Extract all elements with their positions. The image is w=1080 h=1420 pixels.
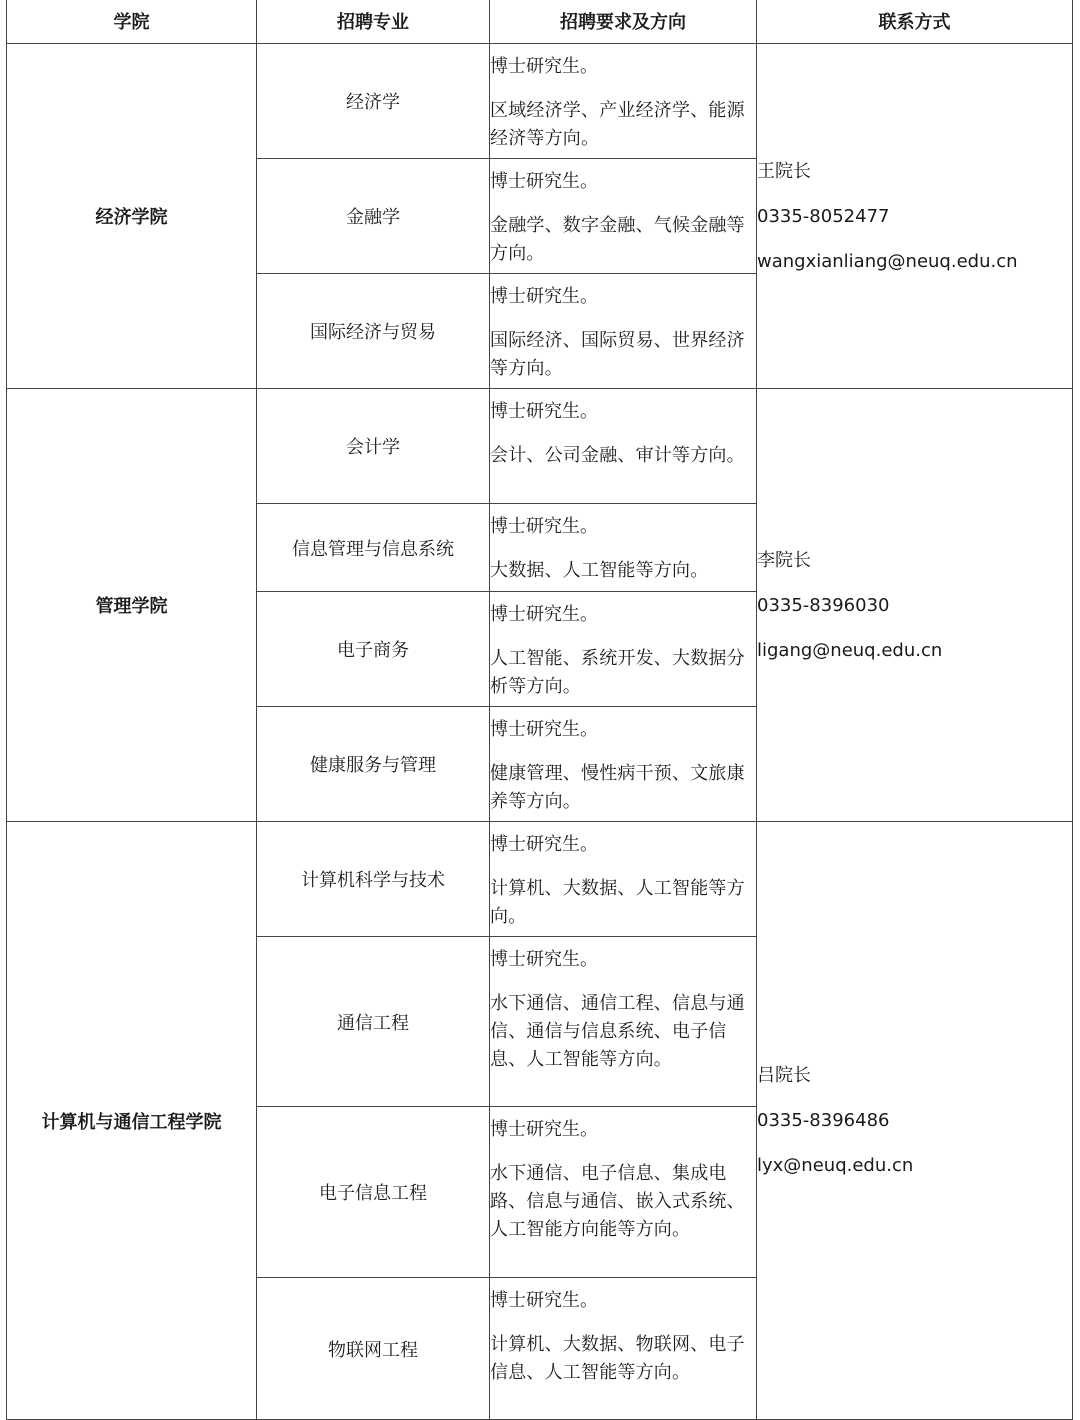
requirement-cell [490, 274, 757, 389]
direction-text: 计算机、大数据、物联网、电子信息、人工智能等方向。 [490, 1334, 745, 1383]
college-name: 管理学院 [7, 389, 257, 822]
requirement-cell [490, 44, 757, 159]
table-row [7, 389, 1073, 504]
degree-text: 博士研究生。 [490, 949, 598, 970]
contact-cell [757, 822, 1073, 1420]
contact-phone: 0335-8396030 [757, 594, 890, 616]
major-name: 国际经济与贸易 [257, 274, 490, 389]
degree-text: 博士研究生。 [490, 516, 598, 537]
major-name: 计算机科学与技术 [257, 822, 490, 937]
direction-text: 大数据、人工智能等方向。 [490, 560, 709, 581]
direction-text: 国际经济、国际贸易、世界经济等方向。 [490, 330, 745, 379]
requirement-cell [490, 159, 757, 274]
major-name: 经济学 [257, 44, 490, 159]
direction-text: 水下通信、电子信息、集成电路、信息与通信、嵌入式系统、人工智能方向能等方向。 [490, 1163, 745, 1240]
major-name: 信息管理与信息系统 [257, 504, 490, 592]
contact-phone: 0335-8396486 [757, 1110, 890, 1131]
degree-text: 博士研究生。 [490, 286, 598, 307]
header-major: 招聘专业 [257, 0, 490, 44]
degree-text: 博士研究生。 [490, 1119, 598, 1140]
major-name: 健康服务与管理 [257, 707, 490, 822]
requirement-cell [490, 1278, 757, 1420]
degree-text: 博士研究生。 [490, 604, 598, 625]
requirement-cell [490, 937, 757, 1107]
direction-text: 水下通信、通信工程、信息与通信、通信与信息系统、电子信息、人工智能等方向。 [490, 993, 745, 1070]
degree-text: 博士研究生。 [490, 719, 598, 740]
major-name: 会计学 [257, 389, 490, 504]
requirement-cell [490, 1107, 757, 1278]
contact-email: ligang@neuq.edu.cn [757, 639, 943, 661]
direction-text: 区域经济学、产业经济学、能源经济等方向。 [490, 100, 745, 149]
direction-text: 会计、公司金融、审计等方向。 [490, 445, 745, 466]
table-row [7, 44, 1073, 159]
college-name: 计算机与通信工程学院 [7, 822, 257, 1420]
direction-text: 健康管理、慢性病干预、文旅康养等方向。 [490, 763, 745, 812]
degree-text: 博士研究生。 [490, 834, 598, 855]
requirement-cell [490, 504, 757, 592]
requirement-cell [490, 389, 757, 504]
header-college: 学院 [7, 0, 257, 44]
header-contact: 联系方式 [757, 0, 1073, 44]
major-name: 金融学 [257, 159, 490, 274]
table-row [7, 822, 1073, 937]
direction-text: 金融学、数字金融、气候金融等方向。 [490, 215, 745, 264]
contact-name: 李院长 [757, 549, 811, 571]
contact-phone: 0335-8052477 [757, 205, 890, 227]
major-name: 通信工程 [257, 937, 490, 1107]
requirement-cell [490, 822, 757, 937]
header-requirements: 招聘要求及方向 [490, 0, 757, 44]
contact-name: 王院长 [757, 160, 811, 182]
requirement-cell [490, 592, 757, 707]
requirement-cell [490, 707, 757, 822]
contact-email: lyx@neuq.edu.cn [757, 1155, 914, 1176]
contact-cell [757, 389, 1073, 822]
direction-text: 计算机、大数据、人工智能等方向。 [490, 878, 745, 927]
degree-text: 博士研究生。 [490, 401, 598, 422]
recruitment-table [6, 0, 1073, 1420]
major-name: 物联网工程 [257, 1278, 490, 1420]
contact-name: 吕院长 [757, 1065, 811, 1086]
header-row [7, 0, 1073, 44]
contact-cell [757, 44, 1073, 389]
direction-text: 人工智能、系统开发、大数据分析等方向。 [490, 648, 745, 697]
major-name: 电子商务 [257, 592, 490, 707]
degree-text: 博士研究生。 [490, 56, 598, 77]
major-name: 电子信息工程 [257, 1107, 490, 1278]
contact-email: wangxianliang@neuq.edu.cn [757, 250, 1018, 272]
college-name: 经济学院 [7, 44, 257, 389]
degree-text: 博士研究生。 [490, 171, 598, 192]
degree-text: 博士研究生。 [490, 1290, 598, 1311]
